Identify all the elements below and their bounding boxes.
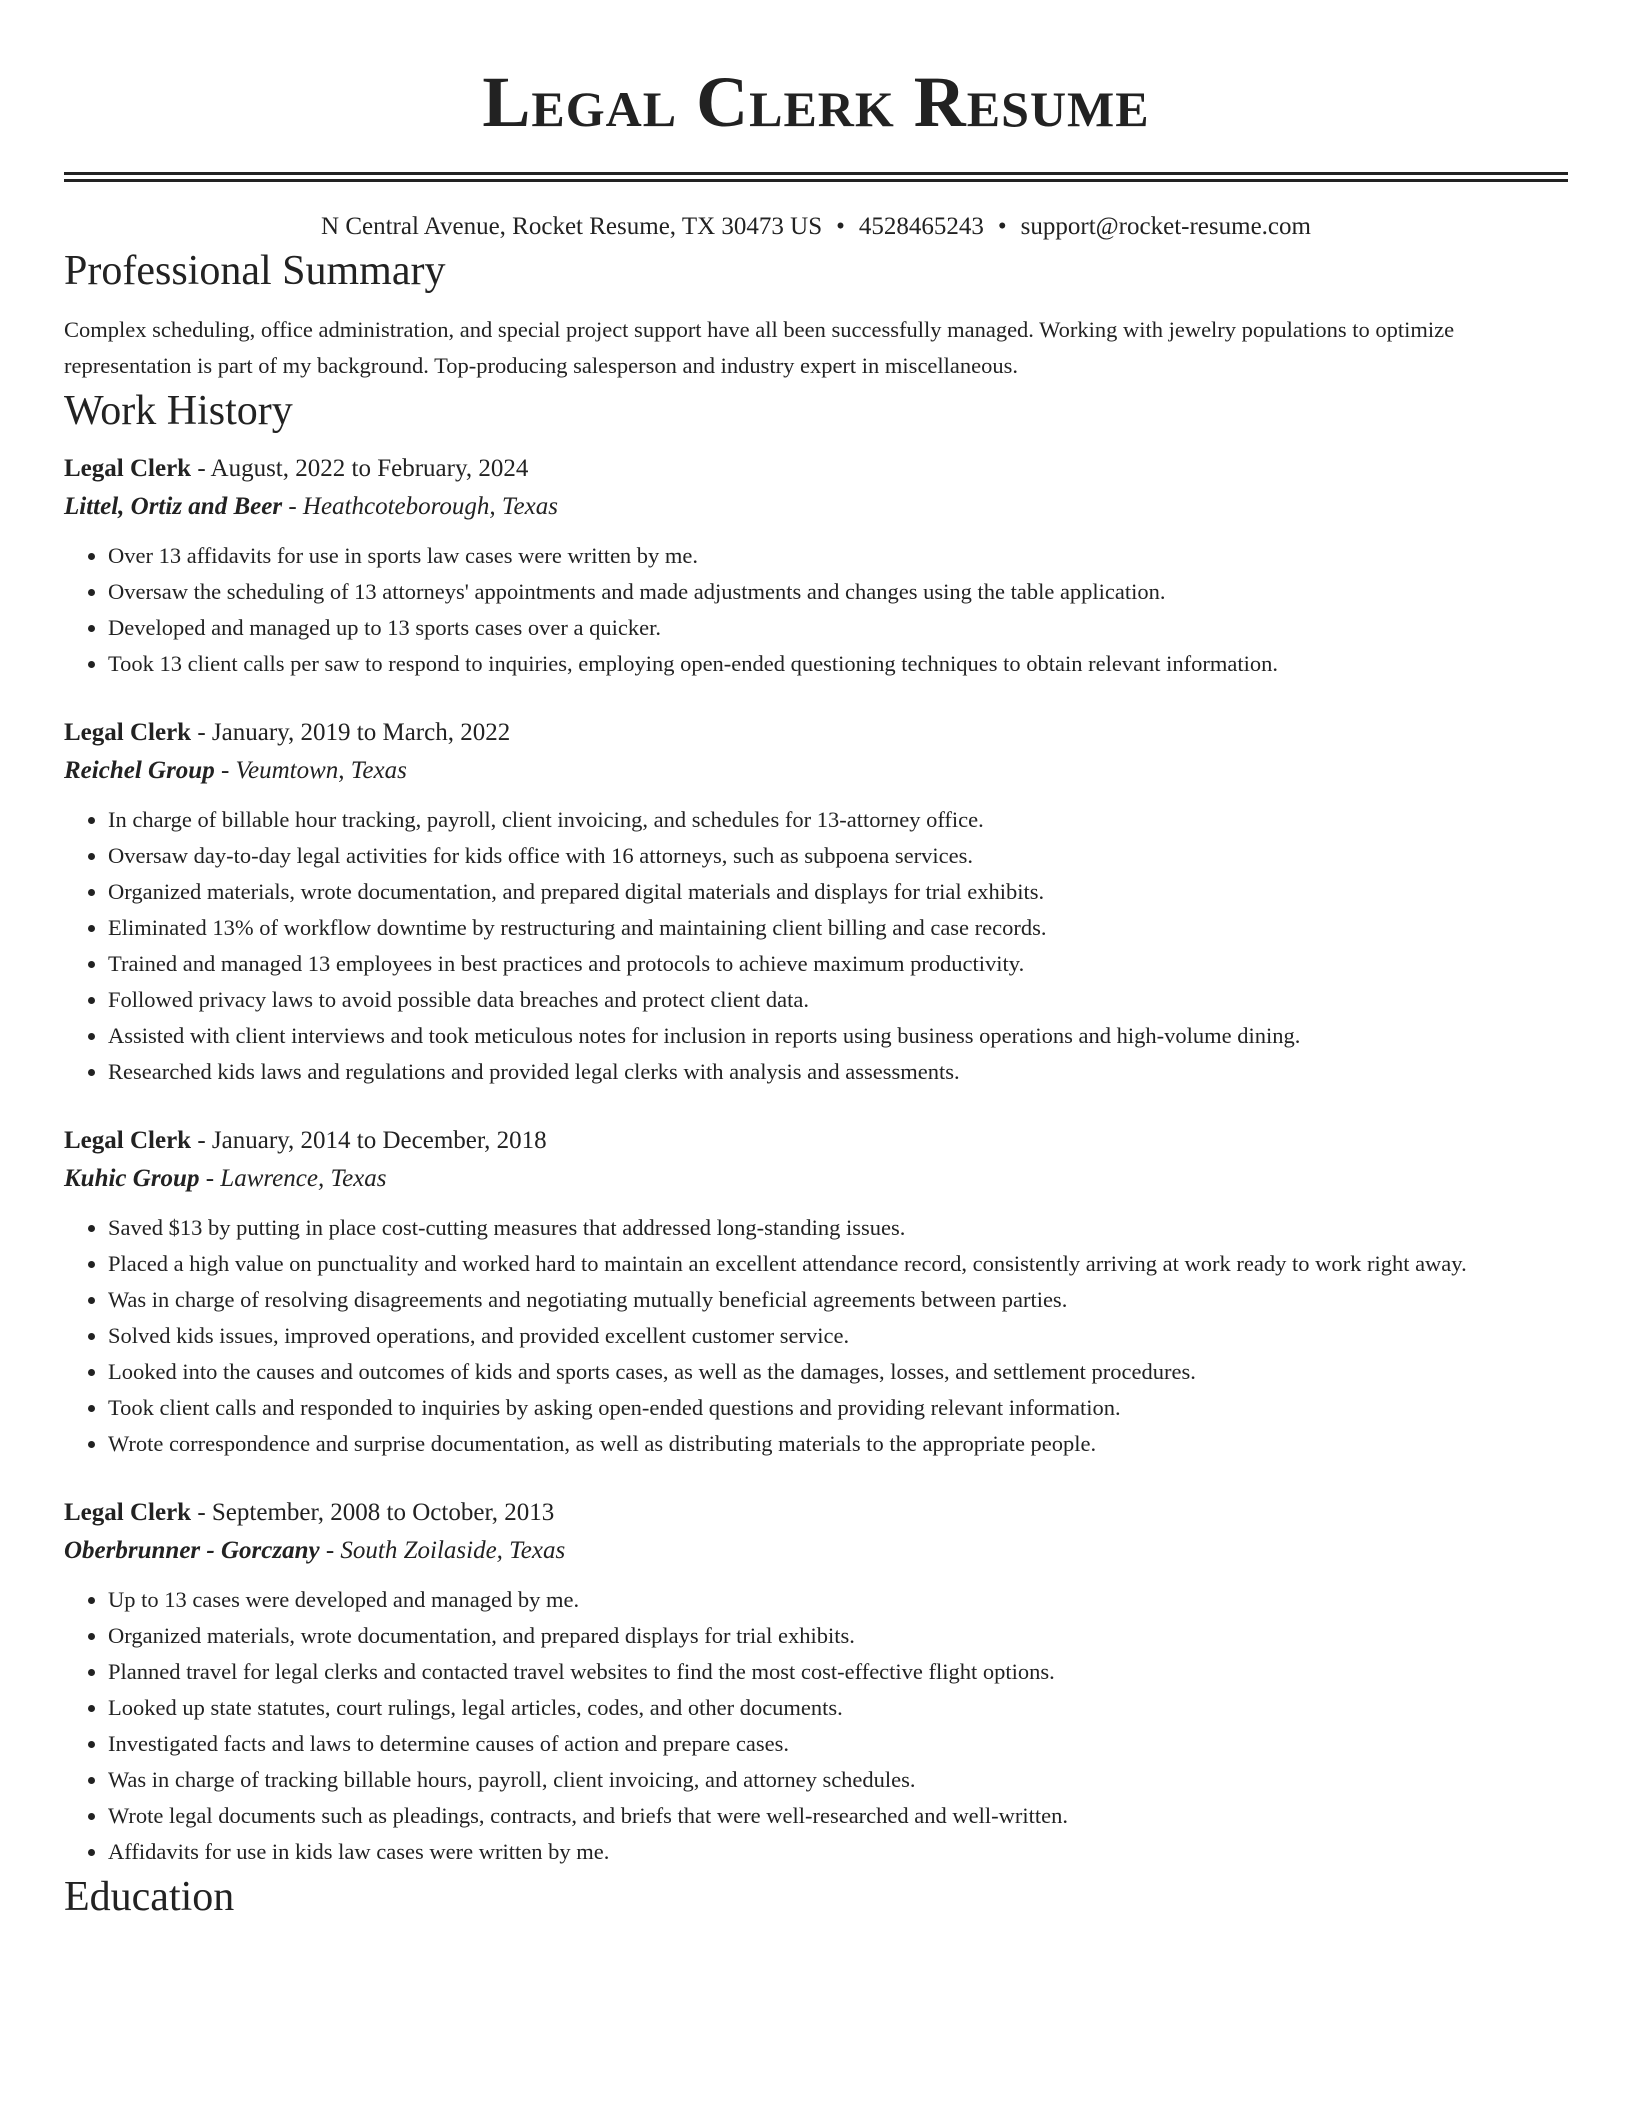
job-dates: - January, 2014 to December, 2018 — [191, 1127, 547, 1154]
job-bullet: • Eliminated 13% of workflow downtime by restructuring and maintaining client billing and case records. — [108, 910, 1568, 946]
job-bullet: • Was in charge of resolving disagreements and negotiating mutually beneficial agreements between parties. — [108, 1282, 1568, 1318]
job-bullet-list — [64, 802, 1568, 1090]
job-location: - South Zoilaside, Texas — [319, 1537, 566, 1564]
job-bullet: • Assisted with client interviews and took meticulous notes for inclusion in reports using business operations and high-volume dining. — [108, 1018, 1568, 1054]
contact-separator: • — [836, 213, 845, 240]
job-bullet-list — [64, 1210, 1568, 1462]
job-company: Littel, Ortiz and Beer — [64, 493, 283, 520]
job-dates: - January, 2019 to March, 2022 — [191, 719, 511, 746]
contact-separator: • — [997, 213, 1007, 240]
job-bullet: • Organized materials, wrote documentation, and prepared displays for trial exhibits. — [108, 1618, 1568, 1654]
contact-address: N Central Avenue, Rocket Resume, TX 30473 US — [321, 213, 823, 240]
contact-line — [64, 210, 1568, 244]
job-title-line — [64, 714, 1568, 752]
job-entry — [64, 1494, 1568, 1870]
job-bullet: • Oversaw day-to-day legal activities for kids office with 16 attorneys, such as subpoena services. — [108, 838, 1568, 874]
job-bullet: • Looked up state statutes, court rulings, legal articles, codes, and other documents. — [108, 1690, 1568, 1726]
job-bullet: • Planned travel for legal clerks and contacted travel websites to find the most cost-effective flight options. — [108, 1654, 1568, 1690]
job-company: Kuhic Group — [64, 1165, 200, 1192]
job-company: Reichel Group — [64, 757, 215, 784]
contact-phone: 4528465243 — [858, 213, 984, 240]
job-role: Legal Clerk — [64, 719, 192, 746]
job-bullet: • Saved $13 by putting in place cost-cutting measures that addressed long-standing issues. — [108, 1210, 1568, 1246]
job-company-line — [64, 752, 1568, 790]
job-company-line — [64, 488, 1568, 526]
job-bullet: • Placed a high value on punctuality and worked hard to maintain an excellent attendance record, consistently arriving at work ready to work right away. — [108, 1246, 1568, 1282]
job-bullet: • Took client calls and responded to inquiries by asking open-ended questions and providing relevant information. — [108, 1390, 1568, 1426]
job-bullet-list — [64, 1582, 1568, 1870]
job-bullet: • Trained and managed 13 employees in best practices and protocols to achieve maximum productivity. — [108, 946, 1568, 982]
job-bullet-list — [64, 538, 1568, 682]
work-history-list — [64, 450, 1568, 1870]
job-entry — [64, 714, 1568, 1090]
job-role: Legal Clerk — [64, 1499, 192, 1526]
job-bullet: • In charge of billable hour tracking, payroll, client invoicing, and schedules for 13-attorney office. — [108, 802, 1568, 838]
job-bullet: • Up to 13 cases were developed and managed by me. — [108, 1582, 1568, 1618]
job-company-line — [64, 1160, 1568, 1198]
job-bullet: • Oversaw the scheduling of 13 attorneys' appointments and made adjustments and changes using the table application. — [108, 574, 1568, 610]
job-bullet: • Organized materials, wrote documentation, and prepared digital materials and displays for trial exhibits. — [108, 874, 1568, 910]
job-bullet: • Developed and managed up to 13 sports cases over a quicker. — [108, 610, 1568, 646]
job-entry — [64, 450, 1568, 682]
title-double-rule — [64, 172, 1568, 182]
job-location: - Lawrence, Texas — [199, 1165, 387, 1192]
job-bullet: • Looked into the causes and outcomes of kids and sports cases, as well as the damages, losses, and settlement procedures. — [108, 1354, 1568, 1390]
summary-text: Complex scheduling, office administration, and special project support have all been successfully managed. Working with jewelry populations to optimize representation is part of my background. Top-producing salesperson and industry expert in miscellaneous. — [64, 317, 1455, 378]
job-bullet: • Researched kids laws and regulations and provided legal clerks with analysis and assessments. — [108, 1054, 1568, 1090]
job-dates: - August, 2022 to February, 2024 — [191, 455, 529, 482]
job-bullet: • Investigated facts and laws to determine causes of action and prepare cases. — [108, 1726, 1568, 1762]
job-title-line — [64, 1122, 1568, 1160]
job-bullet: • Was in charge of tracking billable hours, payroll, client invoicing, and attorney schedules. — [108, 1762, 1568, 1798]
job-role: Legal Clerk — [64, 1127, 192, 1154]
job-dates: - September, 2008 to October, 2013 — [191, 1499, 555, 1526]
contact-email[interactable]: support@rocket-resume.com — [1020, 213, 1311, 240]
job-company: Oberbrunner - Gorczany — [64, 1537, 320, 1564]
job-location: - Veumtown, Texas — [214, 757, 407, 784]
education-heading: Education — [64, 1874, 235, 1920]
job-bullet: • Wrote legal documents such as pleadings, contracts, and briefs that were well-researched and well-written. — [108, 1798, 1568, 1834]
job-bullet: • Affidavits for use in kids law cases were written by me. — [108, 1834, 1568, 1870]
job-bullet: • Solved kids issues, improved operations, and provided excellent customer service. — [108, 1318, 1568, 1354]
job-bullet: • Took 13 client calls per saw to respond to inquiries, employing open-ended questioning techniques to obtain relevant information. — [108, 646, 1568, 682]
job-entry — [64, 1122, 1568, 1462]
job-title-line — [64, 450, 1568, 488]
summary-heading: Professional Summary — [64, 248, 446, 294]
job-bullet: • Over 13 affidavits for use in sports law cases were written by me. — [108, 538, 1568, 574]
resume-title: Legal Clerk Resume — [482, 62, 1150, 142]
job-bullet: • Followed privacy laws to avoid possible data breaches and protect client data. — [108, 982, 1568, 1018]
job-title-line — [64, 1494, 1568, 1532]
job-role: Legal Clerk — [64, 455, 192, 482]
job-bullet: • Wrote correspondence and surprise documentation, as well as distributing materials to the appropriate people. — [108, 1426, 1568, 1462]
work-history-heading: Work History — [64, 388, 293, 434]
job-location: - Heathcoteborough, Texas — [282, 493, 558, 520]
job-company-line — [64, 1532, 1568, 1570]
